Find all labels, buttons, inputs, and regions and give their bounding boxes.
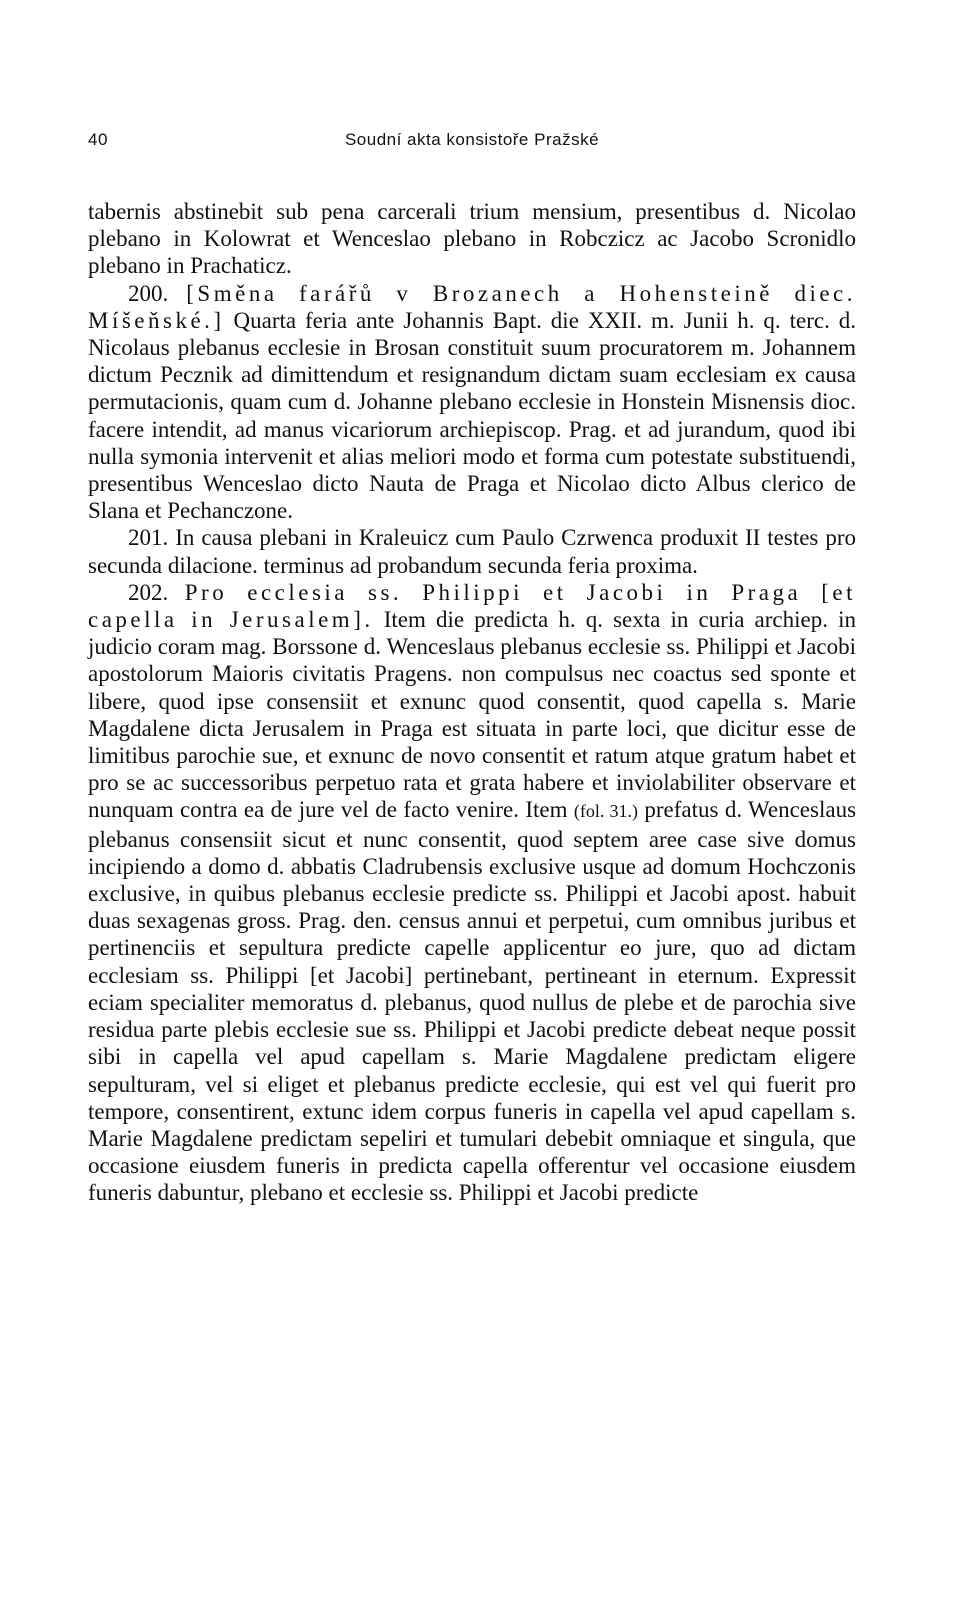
entry-number: 202. [128,579,169,605]
paragraph-text: tabernis abstinebit sub pena carcerali trium mensium, presentibus d. Nicolao plebano in Kolowrat et Wenceslao plebano in Robczicz ac Jacobo Scronidlo plebano in Prachaticz. [88,199,856,279]
paragraph-continuation [88,198,856,280]
entry-text: In causa plebani in Kraleuicz cum Paulo Czrwenca produxit II testes pro secunda dilacione. terminus ad probandum secunda feria proxima. [88,525,856,578]
entry-text-continued: prefatus d. Wenceslaus plebanus consensiit sicut et nunc consentit, quod septem aree case sive domus incipiendo a domo d. abbatis Cladrubensis exclusive usque ad domum Hochczonis exclusive, in quibus plebanus ecclesie predicte ss. Philippi et Jacobi apost. habuit duas sexagenas gross. Prag. den. census annui et perpetui, cum omnibus juribus et pertinenciis et sepultura predicte capelle applicentur eo jure, quo ad dictam ecclesiam ss. Philippi [et Jacobi] pertinebant, pertineant in eternum. Expressit eciam specialiter memoratus d. plebanus, quod nullus de plebe et de parochia sive residua parte plebis ecclesie sue ss. Philippi et Jacobi predicte debeat neque possit sibi in capella vel apud capellam s. Marie Magdalene predictam eligere sepulturam, vel si eliget et plebanus predicte ecclesie, qui est vel qui fuerit pro tempore, consentirent, extunc idem corpus funeris in capella vel apud capellam s. Marie Magdalene predictam sepeliri et tumulari debebit omniaque et singula, que occasione eiusdem funeris in predicta capella offerentur vel occasione eiusdem funeris dabuntur, plebano et ecclesie ss. Philippi et Jacobi predicte [88,797,857,1206]
body-text [88,198,856,1207]
entry-number: 200. [128,280,169,306]
folio-reference: (fol. 31.) [573,801,638,822]
entry-text: Quarta feria ante Johannis Bapt. die XXII. m. Junii h. q. terc. d. Nicolaus plebanus ecclesie in Brosan constituit suum procuratorem m. Johannem dictum Pecznik ad dimittendum et resignandum dictam suam ecclesiam ex causa permutacionis, quam cum d. Johanne plebano ecclesie in Honstein Misnensis dioc. facere intendit, ad manus vicariorum archiepiscop. Prag. et ad jurandum, quod ibi nulla symonia intervenit et alias meliori modo et forma cum potestate substituendi, presentibus Wenceslao dicto Nauta de Praga et Nicolao dicto Albus clerico de Slana et Pechanczone. [88,307,856,524]
entry-heading: [Směna farářů v Brozanech a Hohensteině diec. Míšeňské.] [88,280,857,333]
document-page [88,130,856,1207]
entry-200 [88,280,856,525]
entry-number: 201. [128,525,169,551]
entry-202 [88,579,856,1207]
entry-heading: Pro ecclesia ss. Philippi et Jacobi in Praga [et capella in Jerusalem]. [88,579,856,633]
page-number: 40 [88,130,108,149]
running-title: Soudní akta konsistoře Pražské [344,130,600,149]
entry-201 [88,524,856,578]
running-header [88,130,856,154]
entry-text: Item die predicta h. q. sexta in curia archiep. in judicio coram mag. Borssone d. Wenceslaus plebanus ecclesie ss. Philippi et Jacobi apostolorum Maioris civitatis Pragens. non compulsus nec coactus sed sponte et libere, quod ipse consensiit et exnunc quod consentit, quod capella s. Marie Magdalene dicta Jerusalem in Praga est situata in parte loci, que dicitur esse de limitibus parochie sue, et exnunc de novo consentit et ratum atque gratum habet et pro se ac successoribus perpetuo rata et grata habere et inviolabiliter observare et nunquam contra ea de jure vel de facto venire. Item [88,607,856,823]
